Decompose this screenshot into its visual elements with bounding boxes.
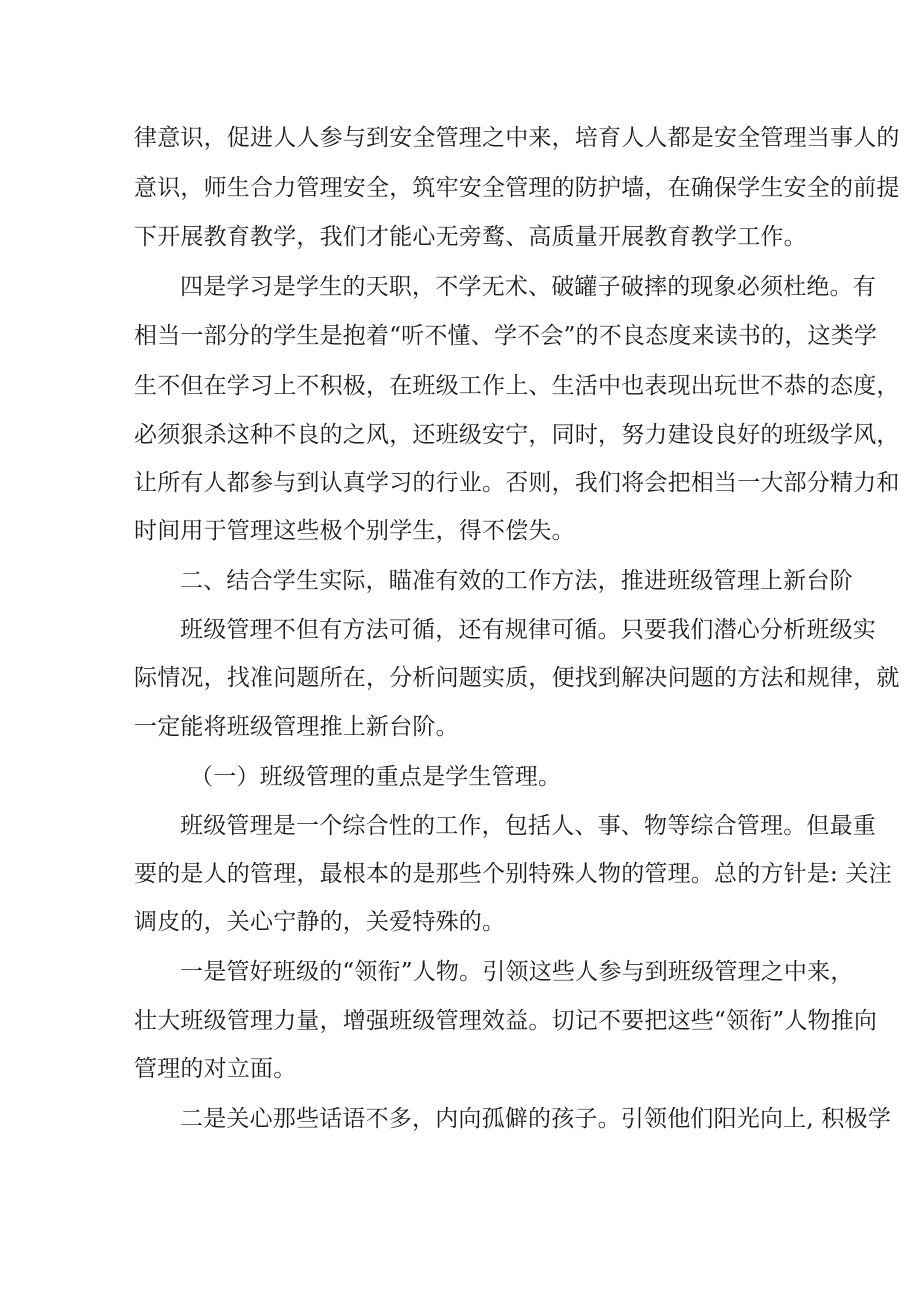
paragraph-line: 时间用于管理这些极个别学生，得不偿失。 xyxy=(134,518,575,544)
paragraph-line: 生不但在学习上不积极，在班级工作上、生活中也表现出玩世不恭的态度， xyxy=(134,373,900,399)
paragraph-line: 班级管理是一个综合性的工作，包括人、事、物等综合管理。但最重 xyxy=(180,813,876,839)
paragraph-line: 意识，师生合力管理安全，筑牢安全管理的防护墙，在确保学生安全的前提 xyxy=(134,175,900,201)
paragraph-line: 律意识，促进人人参与到安全管理之中来，培育人人都是安全管理当事人的 xyxy=(134,125,900,151)
paragraph-line: 让所有人都参与到认真学习的行业。否则，我们将会把相当一大部分精力和 xyxy=(134,470,900,496)
paragraph-line: 二是关心那些话语不多，内向孤僻的孩子。引领他们阳光向上, 积极学 xyxy=(180,1106,892,1132)
paragraph-line: 班级管理不但有方法可循，还有规律可循。只要我们潜心分析班级实 xyxy=(180,617,876,643)
paragraph-line: 一定能将班级管理推上新台阶。 xyxy=(134,714,459,740)
paragraph-line: 一是管好班级的“领衔”人物。引领这些人参与到班级管理之中来， xyxy=(180,959,854,985)
paragraph-line: 际情况，找准问题所在，分析问题实质，便找到解决问题的方法和规律，就 xyxy=(134,665,900,691)
paragraph-line: 要的是人的管理，最根本的是那些个别特殊人物的管理。总的方针是: 关注 xyxy=(134,861,892,887)
paragraph-line: 壮大班级管理力量，增强班级管理效益。切记不要把这些“领衔”人物推向 xyxy=(134,1008,878,1034)
paragraph-line: 四是学习是学生的天职，不学无术、破罐子破摔的现象必须杜绝。有 xyxy=(180,274,876,300)
paragraph-line: 调皮的，关心宁静的，关爱特殊的。 xyxy=(134,909,506,935)
paragraph-line: 相当一部分的学生是抱着“听不懂、学不会”的不良态度来读书的，这类学 xyxy=(134,323,878,349)
section-heading: 二、结合学生实际，瞄准有效的工作方法，推进班级管理上新台阶 xyxy=(180,568,853,594)
subsection-heading: （一）班级管理的重点是学生管理。 xyxy=(190,764,562,790)
paragraph-line: 管理的对立面。 xyxy=(134,1056,297,1082)
paragraph-line: 下开展教育教学，我们才能心无旁鹜、高质量开展教育教学工作。 xyxy=(134,224,807,250)
paragraph-line: 必须狠杀这种不良的之风，还班级安宁，同时，努力建设良好的班级学风， xyxy=(134,422,900,448)
